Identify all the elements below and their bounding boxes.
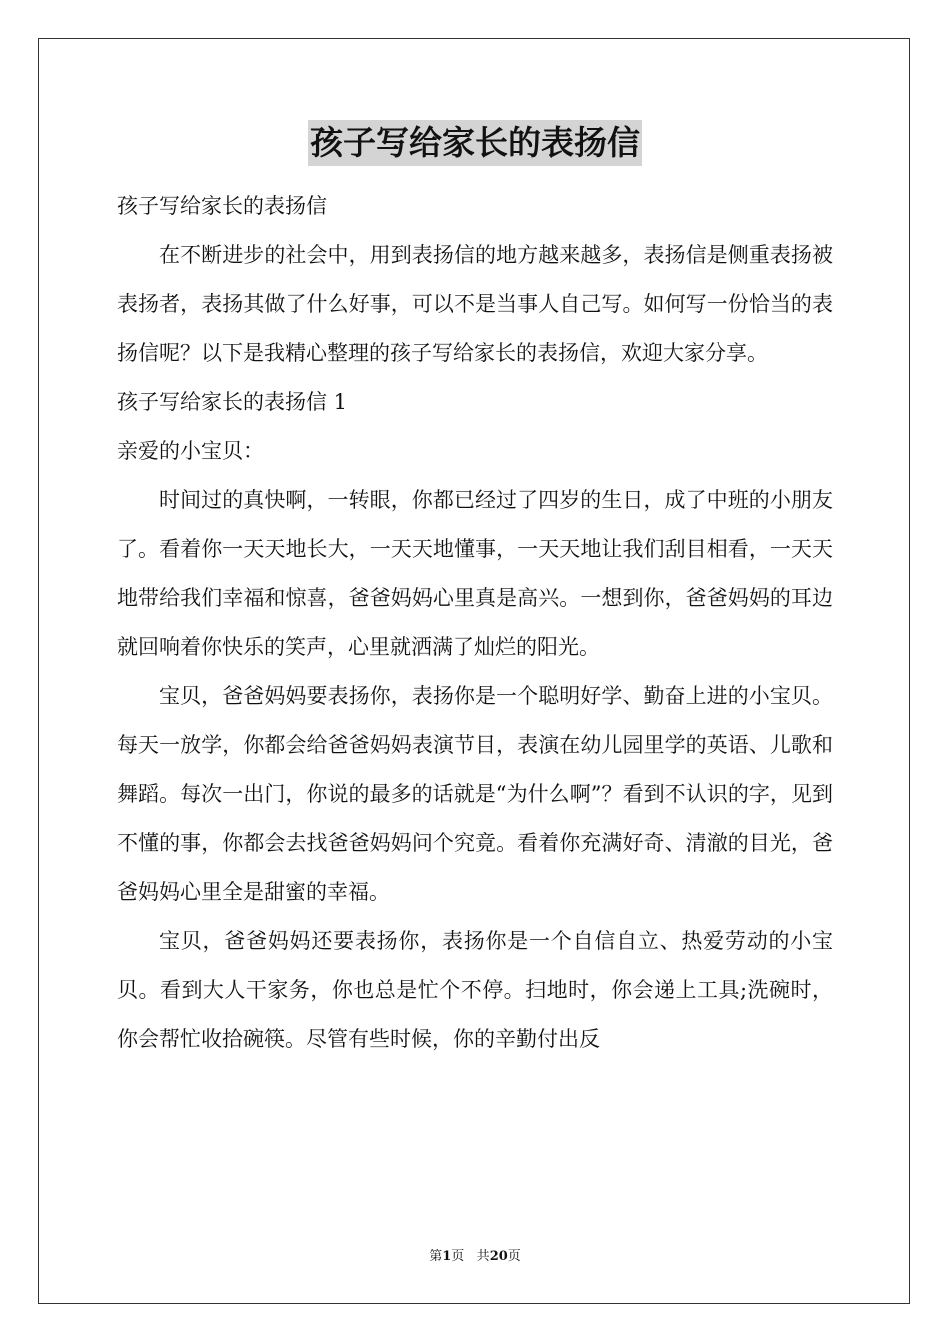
body-paragraph: 宝贝，爸爸妈妈要表扬你，表扬你是一个聪明好学、勤奋上进的小宝贝。每天一放学，你都会给爸爸妈妈表演节目，表演在幼儿园里学的英语、儿歌和舞蹈。每次一出门，你说的最多的话就是“为什么啊”？看到不认识的字，见到不懂的事，你都会去找爸爸妈妈问个究竟。看着你充满好奇、清澈的目光，爸爸妈妈心里全是甜蜜的幸福。 [117,684,833,904]
document-body [117,120,833,1064]
page-suffix: 页 [451,1249,465,1264]
body-paragraph: 时间过的真快啊，一转眼，你都已经过了四岁的生日，成了中班的小朋友了。看着你一天天地长大，一天天地懂事，一天天地让我们刮目相看，一天天地带给我们幸福和惊喜，爸爸妈妈心里真是高兴。一想到你，爸爸妈妈的耳边就回响着你快乐的笑声，心里就洒满了灿烂的阳光。 [117,488,833,659]
current-page-number: 1 [442,1249,452,1264]
section-heading: 孩子写给家长的表扬信 1 [117,390,348,414]
document-subtitle: 孩子写给家长的表扬信 [117,194,327,218]
total-pages-number: 20 [489,1249,508,1264]
intro-paragraph: 在不断进步的社会中，用到表扬信的地方越来越多，表扬信是侧重表扬被表扬者，表扬其做了什么好事，可以不是当事人自己写。如何写一份恰当的表扬信呢？以下是我精心整理的孩子写给家长的表扬信，欢迎大家分享。 [117,243,833,365]
body-paragraph: 宝贝，爸爸妈妈还要表扬你，表扬你是一个自信自立、热爱劳动的小宝贝。看到大人干家务，你也总是忙个不停。扫地时，你会递上工具;洗碗时，你会帮忙收拾碗筷。尽管有些时候，你的辛勤付出反 [117,929,833,1051]
total-prefix: 共 [476,1249,490,1264]
salutation: 亲爱的小宝贝： [117,439,264,463]
total-suffix: 页 [507,1249,521,1264]
page-title: 孩子写给家长的表扬信 [308,120,642,166]
page-prefix: 第 [429,1249,443,1264]
page-footer [0,1248,950,1266]
title-container [117,120,833,172]
